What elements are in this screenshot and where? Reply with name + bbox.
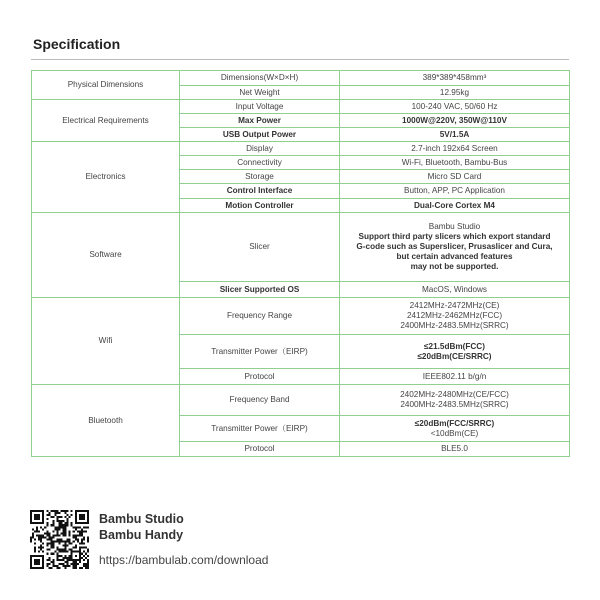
spec-item-cell: Frequency Band	[180, 385, 340, 416]
spec-item-cell: Input Voltage	[180, 100, 340, 114]
table-row	[32, 71, 570, 86]
category-cell: Wifi	[32, 298, 180, 385]
spec-value-line: may not be supported.	[410, 262, 499, 271]
spec-value-line: 12.95kg	[439, 87, 470, 97]
category-cell: Electronics	[32, 142, 180, 213]
spec-item-cell: Motion Controller	[180, 199, 340, 213]
category-cell: Software	[32, 213, 180, 298]
spec-value-line: 389*389*458mm³	[422, 73, 487, 82]
spec-value-cell	[340, 114, 570, 128]
spec-value-line: ≤20dBm(FCC/SRRC)	[414, 418, 495, 428]
spec-value-line: 1000W@220V, 350W@110V	[402, 115, 507, 125]
table-row	[32, 385, 570, 416]
spec-value-line: 2.7-inch 192x64 Screen	[411, 143, 498, 153]
spec-value-cell	[340, 298, 570, 335]
spec-item-cell: Net Weight	[180, 86, 340, 100]
spec-value-line: Dual-Core Cortex M4	[414, 200, 495, 210]
spec-value-cell	[340, 385, 570, 416]
spec-value-cell	[340, 416, 570, 442]
spec-value-cell	[340, 71, 570, 86]
spec-value-line: 2402MHz-2480MHz(CE/FCC)	[400, 390, 509, 399]
spec-value-line: 2400MHz-2483.5MHz(SRRC)	[400, 400, 509, 409]
spec-value-line: 5V/1.5A	[439, 129, 470, 139]
spec-item-cell: Slicer Supported OS	[180, 282, 340, 298]
spec-item-cell: Control Interface	[180, 184, 340, 199]
spec-value-cell	[340, 86, 570, 100]
spec-value-cell	[340, 142, 570, 156]
spec-value-cell	[340, 128, 570, 142]
spec-value-cell	[340, 100, 570, 114]
spec-item-cell: Connectivity	[180, 156, 340, 170]
spec-value-cell	[340, 335, 570, 369]
spec-item-cell: Display	[180, 142, 340, 156]
table-row	[32, 142, 570, 156]
spec-value-line: 100-240 VAC, 50/60 Hz	[411, 101, 498, 111]
spec-value-line: MacOS, Windows	[421, 284, 488, 294]
spec-item-cell: Transmitter Power（EIRP)	[180, 416, 340, 442]
spec-item-cell: Dimensions(W×D×H)	[180, 71, 340, 86]
spec-item-cell: Frequency Range	[180, 298, 340, 335]
spec-value-line: Button, APP, PC Application	[404, 186, 505, 195]
spec-value-cell	[340, 156, 570, 170]
table-row	[32, 298, 570, 335]
category-cell: Electrical Requirements	[32, 100, 180, 142]
spec-item-cell: USB Output Power	[180, 128, 340, 142]
spec-value-line: ≤20dBm(CE/SRRC)	[417, 351, 492, 361]
spec-value-line: ≤21.5dBm(FCC)	[424, 341, 485, 351]
table-row	[32, 100, 570, 114]
spec-value-line: IEEE802.11 b/g/n	[422, 371, 487, 381]
table-row	[32, 213, 570, 282]
spec-value-cell	[340, 213, 570, 282]
spec-value-line: BLE5.0	[441, 444, 468, 453]
download-link[interactable]: https://bambulab.com/download	[99, 553, 269, 567]
spec-value-line: 2412MHz-2462MHz(FCC)	[406, 311, 503, 320]
spec-value-line: but certain advanced features	[396, 252, 513, 261]
title-divider	[31, 59, 569, 60]
spec-item-cell: Slicer	[180, 213, 340, 282]
category-cell: Bluetooth	[32, 385, 180, 457]
spec-value-cell	[340, 199, 570, 213]
spec-value-line: Bambu Studio	[428, 222, 481, 231]
spec-value-cell	[340, 369, 570, 385]
app-name-studio: Bambu Studio	[99, 512, 184, 526]
app-name-handy: Bambu Handy	[99, 528, 184, 542]
spec-value-cell	[340, 442, 570, 457]
spec-item-cell: Protocol	[180, 442, 340, 457]
spec-value-cell	[340, 170, 570, 184]
spec-item-cell: Transmitter Power（EIRP)	[180, 335, 340, 369]
spec-value-line: 2412MHz-2472MHz(CE)	[409, 301, 500, 310]
category-cell: Physical Dimensions	[32, 71, 180, 100]
spec-item-cell: Max Power	[180, 114, 340, 128]
page-title: Specification	[33, 36, 121, 52]
spec-value-line: Wi-Fi, Bluetooth, Bambu-Bus	[401, 157, 508, 167]
spec-value-line: Micro SD Card	[427, 171, 482, 181]
spec-table	[31, 70, 570, 457]
spec-value-line: <10dBm(CE)	[430, 428, 479, 438]
qr-code-icon	[30, 510, 89, 569]
spec-item-cell: Protocol	[180, 369, 340, 385]
spec-item-cell: Storage	[180, 170, 340, 184]
spec-value-cell	[340, 184, 570, 199]
spec-value-line: 2400MHz-2483.5MHz(SRRC)	[400, 321, 509, 330]
spec-value-cell	[340, 282, 570, 298]
spec-value-line: G-code such as Superslicer, Prusaslicer and Cura,	[356, 242, 553, 251]
spec-value-line: Support third party slicers which export standard	[358, 232, 551, 241]
